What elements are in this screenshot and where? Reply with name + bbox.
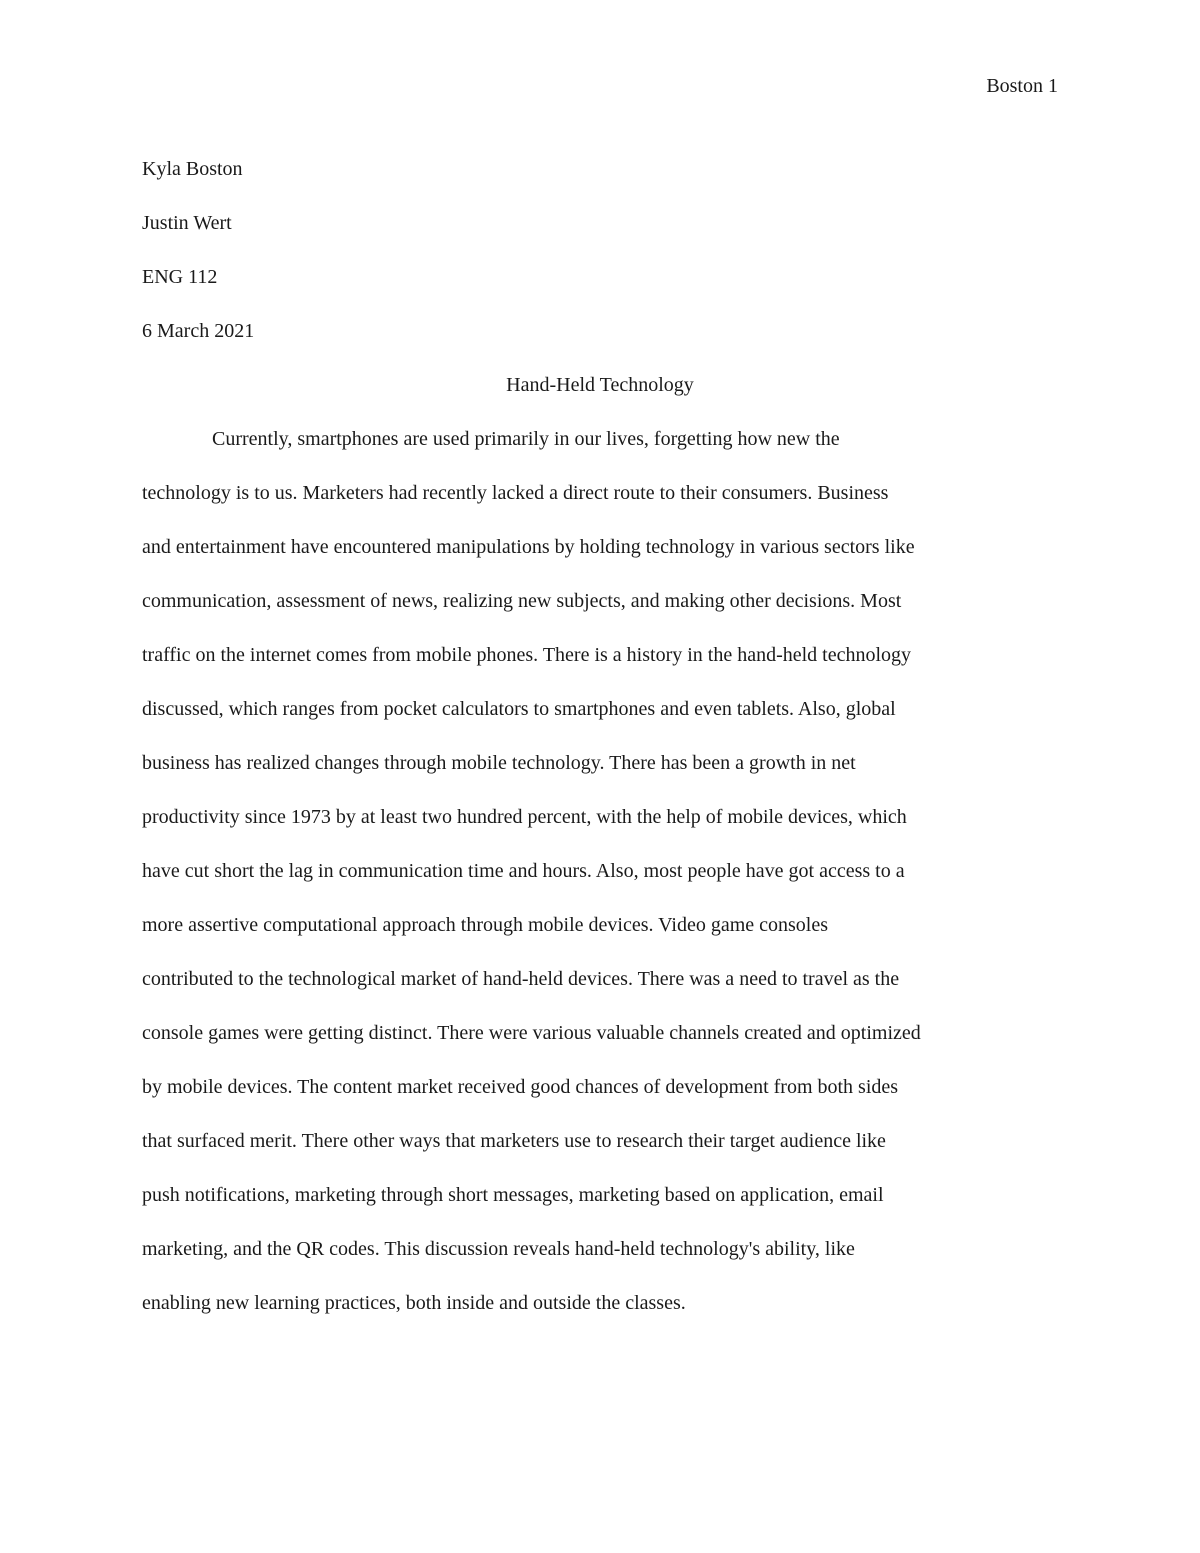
mla-heading-block (142, 142, 1058, 1330)
author-name: Kyla Boston (142, 158, 243, 180)
paragraph-line: technology is to us. Marketers had recently lacked a direct route to their consumers. Business (142, 482, 889, 504)
paragraph-line: traffic on the internet comes from mobile phones. There is a history in the hand-held technology (142, 644, 912, 666)
running-head: Boston 1 (986, 75, 1058, 97)
essay-paragraph (142, 412, 1058, 1330)
paragraph-line: push notifications, marketing through short messages, marketing based on application, email (142, 1184, 884, 1206)
paragraph-line: contributed to the technological market of hand-held devices. There was a need to travel as the (142, 968, 900, 990)
paragraph-line: console games were getting distinct. There were various valuable channels created and optimized (142, 1022, 921, 1044)
essay-title: Hand-Held Technology (506, 374, 694, 396)
course-name: ENG 112 (142, 266, 218, 288)
paragraph-line: have cut short the lag in communication time and hours. Also, most people have got access to a (142, 860, 905, 882)
paragraph-line: that surfaced merit. There other ways that marketers use to research their target audience like (142, 1130, 886, 1152)
paragraph-line: communication, assessment of news, realizing new subjects, and making other decisions. Most (142, 590, 902, 612)
paragraph-line: enabling new learning practices, both inside and outside the classes. (142, 1292, 686, 1314)
paragraph-line: Currently, smartphones are used primarily in our lives, forgetting how new the (212, 428, 840, 450)
paragraph-line: and entertainment have encountered manipulations by holding technology in various sectors like (142, 536, 915, 558)
paragraph-line: business has realized changes through mobile technology. There has been a growth in net (142, 752, 856, 774)
paragraph-line: discussed, which ranges from pocket calculators to smartphones and even tablets. Also, global (142, 698, 896, 720)
paragraph-line: marketing, and the QR codes. This discussion reveals hand-held technology's ability, like (142, 1238, 855, 1260)
submission-date: 6 March 2021 (142, 320, 255, 342)
instructor-name: Justin Wert (142, 212, 232, 234)
paragraph-line: by mobile devices. The content market received good chances of development from both sides (142, 1076, 899, 1098)
paragraph-line: more assertive computational approach through mobile devices. Video game consoles (142, 914, 829, 936)
paragraph-line: productivity since 1973 by at least two hundred percent, with the help of mobile devices, which (142, 806, 907, 828)
